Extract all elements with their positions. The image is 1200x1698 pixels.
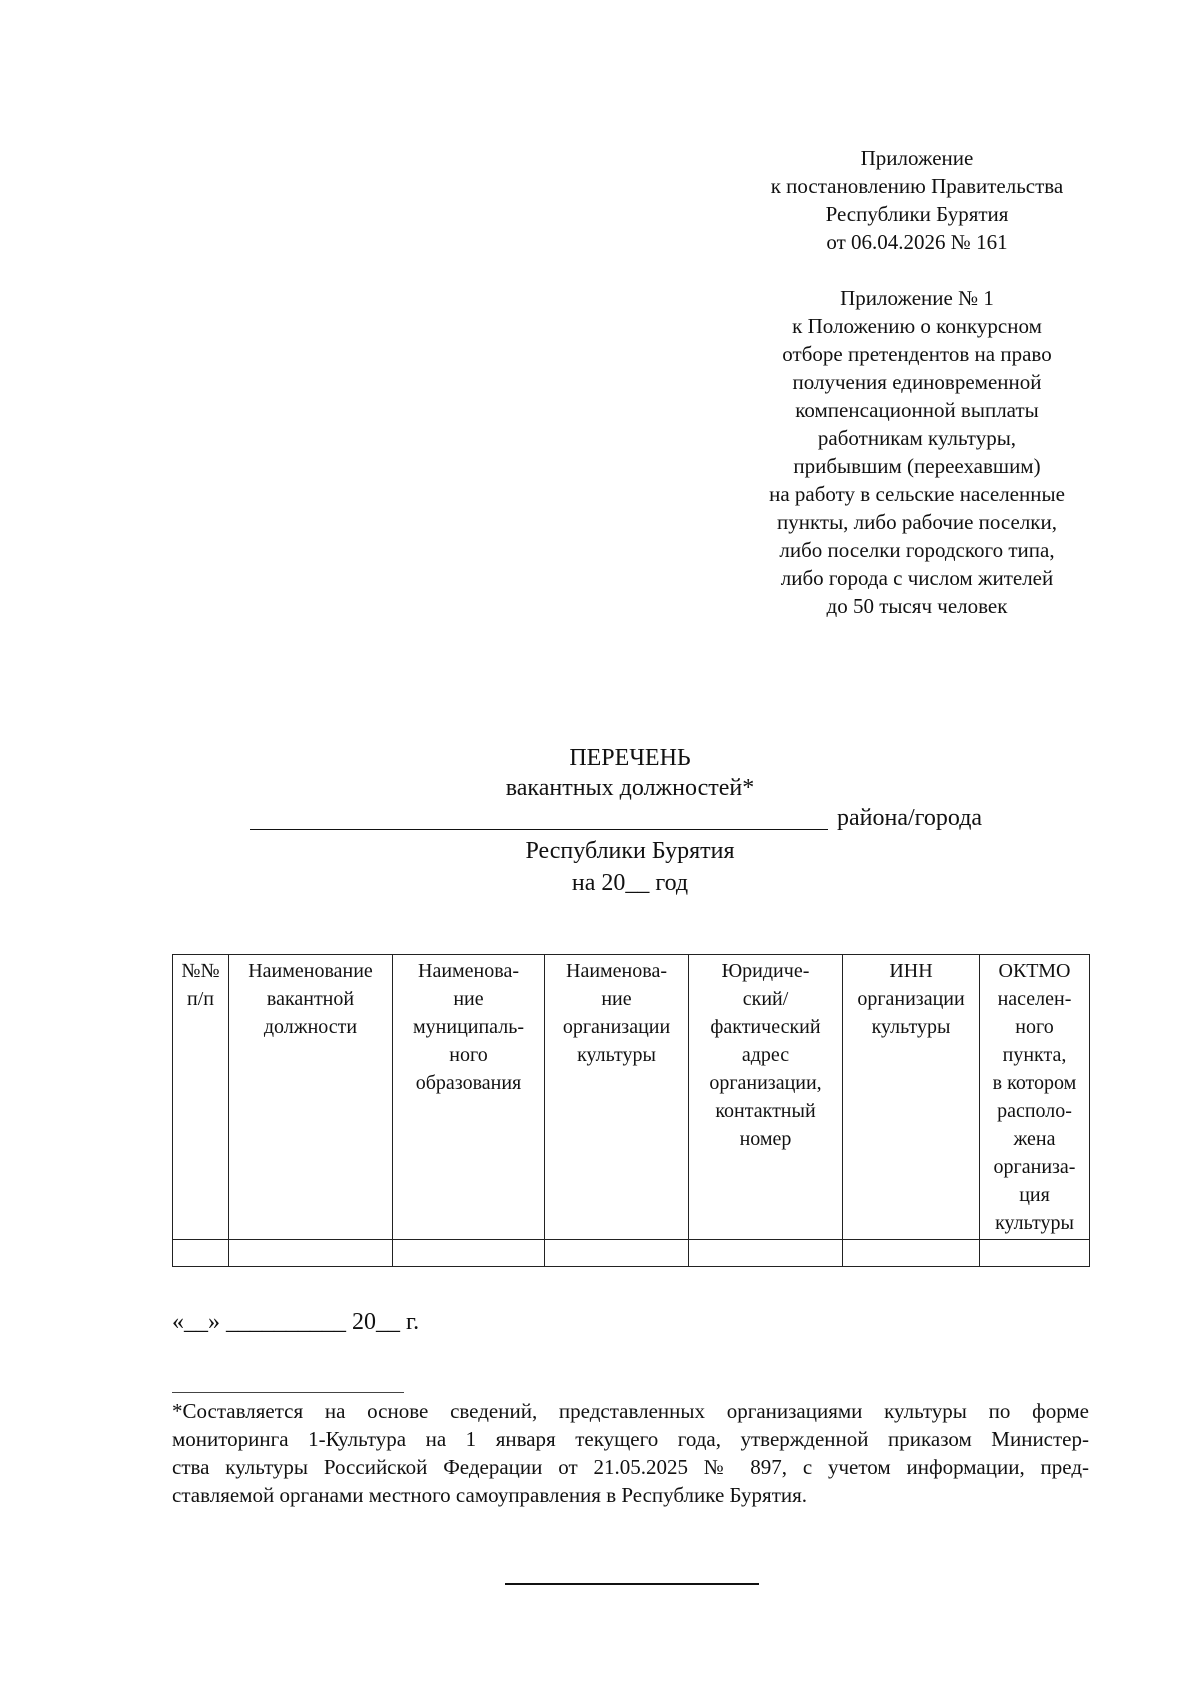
appendix-sub-line: до 50 тысяч человек	[826, 594, 1008, 618]
footnote-separator	[172, 1392, 404, 1393]
footnote-line: мониторинга 1-Культура на 1 января текущего года, утвержденной приказом Министер-	[172, 1427, 1089, 1451]
table-cell	[229, 1240, 393, 1267]
appendix-sub-line: либо поселки городского типа,	[779, 538, 1055, 562]
appendix-sub-line: прибывшим (переехавшим)	[793, 454, 1041, 478]
column-header-number: №№ п/п	[173, 955, 229, 1240]
appendix-sub-line: к Положению о конкурсном	[792, 314, 1042, 338]
appendix-line: от 06.04.2026 № 161	[826, 230, 1008, 254]
appendix-header	[732, 144, 1102, 256]
appendix-line: Приложение	[860, 146, 974, 170]
appendix-sub-line: на работу в сельские населенные	[769, 482, 1065, 506]
table-cell	[980, 1240, 1090, 1267]
republic-line: Республики Бурятия	[525, 838, 735, 864]
table-cell	[173, 1240, 229, 1267]
table-cell	[545, 1240, 689, 1267]
column-header-address: Юридиче- ский/ фактический адрес организации, контактный номер	[689, 955, 843, 1240]
column-header-inn: ИНН организации культуры	[843, 955, 980, 1240]
footnote	[172, 1397, 1089, 1509]
appendix-sub-line: пункты, либо рабочие поселки,	[776, 510, 1057, 534]
footnote-line: ства культуры Российской Федерации от 21.05.2025 № 897, с учетом информации, пред-	[172, 1455, 1089, 1479]
table-row	[173, 1240, 1090, 1267]
column-header-oktmo: ОКТМО населен- ного пункта, в котором располо- жена организа- ция культуры	[980, 955, 1090, 1240]
table-cell	[843, 1240, 980, 1267]
footnote-line: ставляемой органами местного самоуправления в Республике Бурятия.	[172, 1483, 808, 1507]
appendix-sub-line: компенсационной выплаты	[795, 398, 1039, 422]
end-of-document-line	[505, 1583, 759, 1585]
column-header-municipality: Наименова- ние муниципаль- ного образования	[393, 955, 545, 1240]
region-blank-line	[250, 829, 828, 830]
table-cell	[689, 1240, 843, 1267]
footnote-line: *Составляется на основе сведений, представленных организациями культуры по форме	[172, 1399, 1089, 1423]
vacancies-table	[172, 954, 1090, 1267]
region-suffix: района/города	[837, 805, 983, 831]
column-header-organization: Наименова- ние организации культуры	[545, 955, 689, 1240]
column-header-position: Наименование вакантной должности	[229, 955, 393, 1240]
table-cell	[393, 1240, 545, 1267]
appendix-sub-line: отборе претендентов на право	[782, 342, 1052, 366]
document-subtitle: вакантных должностей*	[505, 775, 755, 801]
appendix-sub-line: Приложение № 1	[840, 286, 994, 310]
appendix-sub-line: либо города с числом жителей	[780, 566, 1054, 590]
appendix-sub-line: получения единовременной	[792, 370, 1042, 394]
appendix-sub-line: работникам культуры,	[817, 426, 1017, 450]
date-line: «__» __________ 20__ г.	[172, 1309, 420, 1335]
appendix-line: Республики Бурятия	[825, 202, 1009, 226]
document-title: ПЕРЕЧЕНЬ	[569, 745, 691, 771]
year-line: на 20__ год	[571, 870, 689, 896]
appendix-line: к постановлению Правительства	[770, 174, 1064, 198]
table-header-row	[173, 955, 1090, 1240]
appendix-sub-header	[732, 284, 1102, 620]
